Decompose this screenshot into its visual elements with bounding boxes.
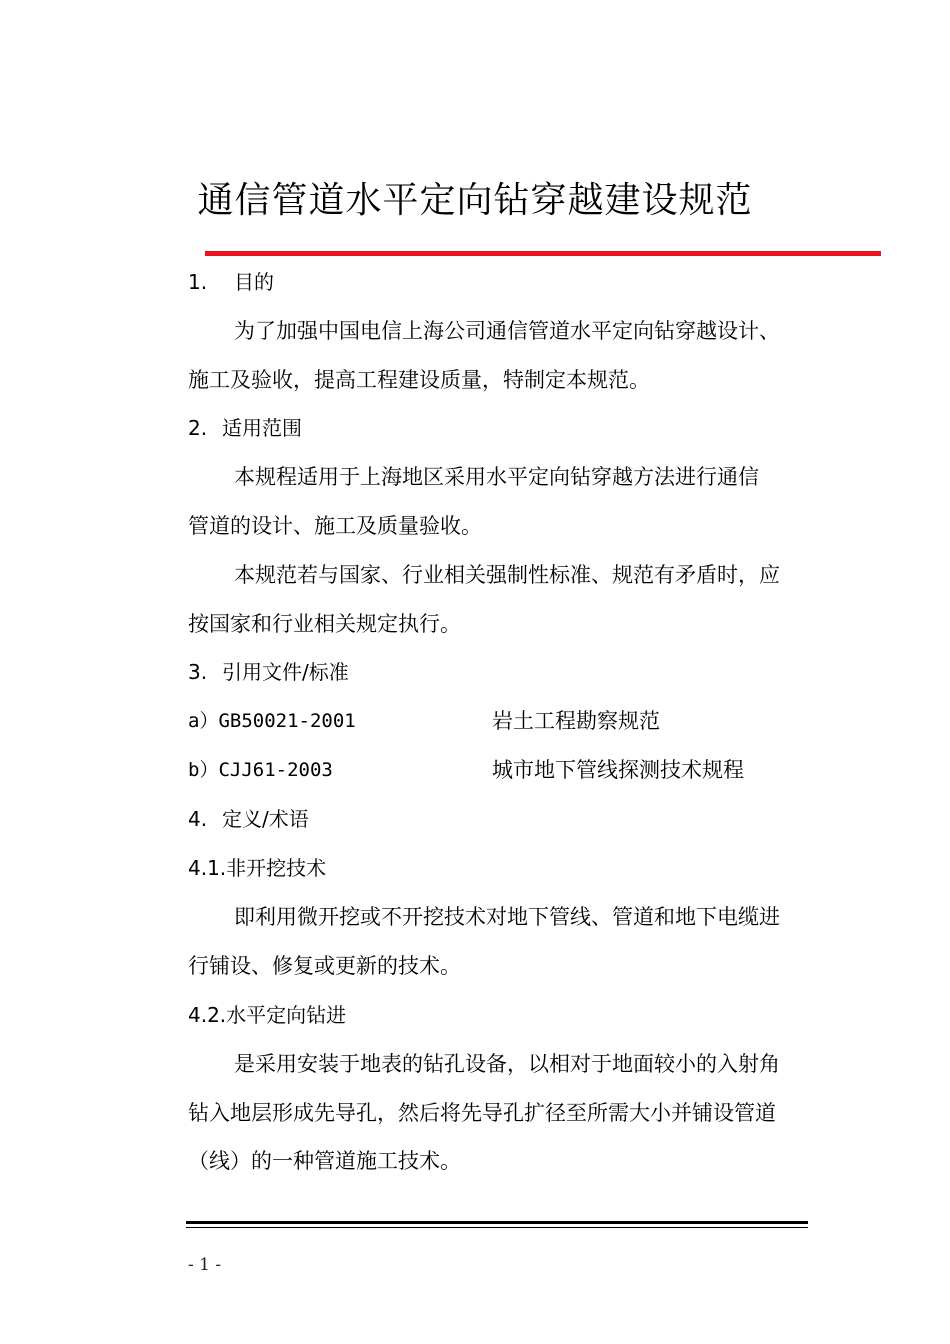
reference-code: a）GB50021-2001 [188,710,356,732]
footer-rule-thick [186,1221,808,1224]
page-number: - 1 - [188,1255,222,1275]
reference-code: b）CJJ61-2003 [188,759,333,781]
paragraph-line: 本规范若与国家、行业相关强制性标准、规范有矛盾时，应 [234,563,780,587]
section-3-heading [188,658,349,686]
section-number: 4. [188,807,208,831]
subsection-4-1-heading [188,854,326,882]
paragraph-line: 钻入地层形成先导孔，然后将先导孔扩径至所需大小并铺设管道 [188,1101,776,1125]
paragraph-line: 按国家和行业相关规定执行。 [188,612,461,636]
paragraph-line: 是采用安装于地表的钻孔设备，以相对于地面较小的入射角 [234,1052,780,1076]
section-1-heading [188,268,274,296]
subsection-4-2-heading [188,1001,346,1029]
section-title: 引用文件/标准 [222,660,349,684]
paragraph-line: 为了加强中国电信上海公司通信管道水平定向钻穿越设计、 [234,319,780,343]
paragraph-line: 即利用微开挖或不开挖技术对地下管线、管道和地下电缆进 [234,905,780,929]
subsection-number: 4.2. [188,1003,227,1027]
subsection-title: 水平定向钻进 [226,1003,347,1027]
section-4-heading [188,805,309,833]
document-title: 通信管道水平定向钻穿越建设规范 [197,180,753,221]
title-rule [205,251,881,256]
footer-rule-thin [186,1227,808,1228]
paragraph-line: 本规程适用于上海地区采用水平定向钻穿越方法进行通信 [234,465,759,489]
subsection-number: 4.1. [188,856,227,880]
paragraph-line: 施工及验收，提高工程建设质量，特制定本规范。 [188,368,650,392]
section-title: 目的 [234,270,274,294]
section-number: 1. [188,270,208,294]
reference-name: 岩土工程勘察规范 [492,709,660,733]
section-title: 定义/术语 [222,807,309,831]
section-title: 适用范围 [222,416,302,440]
paragraph-line: 管道的设计、施工及质量验收。 [188,514,482,538]
subsection-title: 非开挖技术 [226,856,327,880]
paragraph-line: 行铺设、修复或更新的技术。 [188,954,461,978]
section-number: 3. [188,660,208,684]
reference-name: 城市地下管线探测技术规程 [492,758,744,782]
paragraph-line: （线）的一种管道施工技术。 [188,1149,461,1173]
section-number: 2. [188,416,208,440]
section-2-heading [188,414,302,442]
